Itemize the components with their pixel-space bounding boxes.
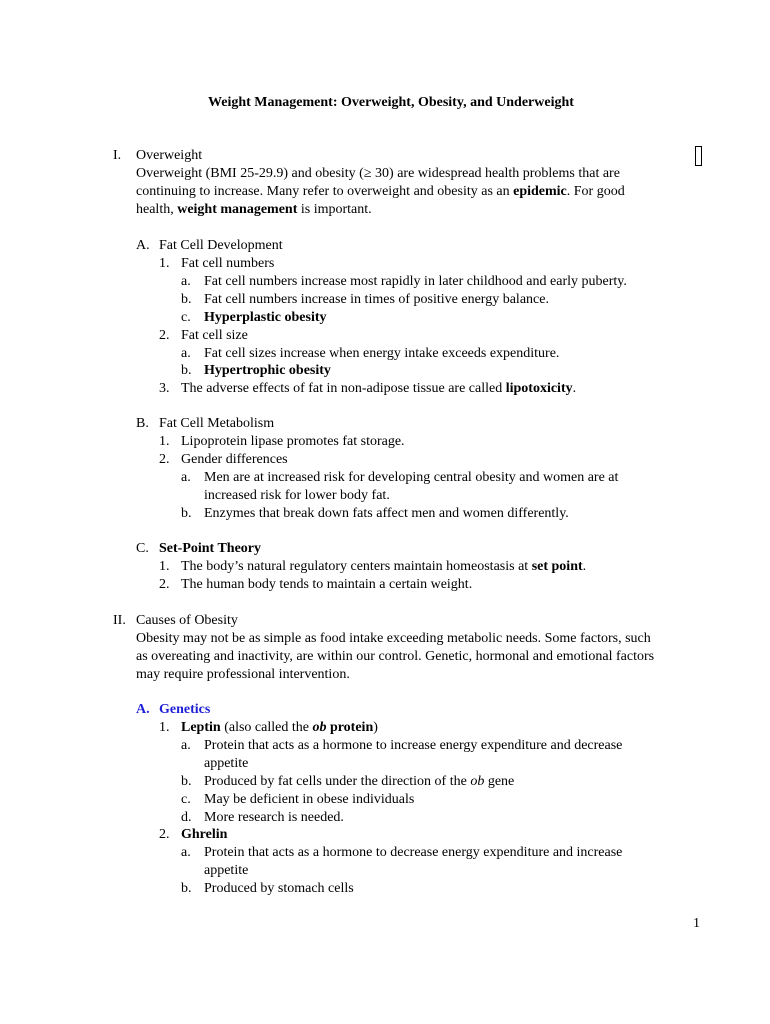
subsection-2a-number[interactable]: A. — [136, 702, 150, 717]
term-hyperplastic-obesity: Hyperplastic obesity — [204, 310, 327, 325]
list-subitem-text: May be deficient in obese individuals — [204, 792, 415, 807]
subsection-1c-number: C. — [136, 541, 149, 556]
list-subitem-text: Protein that acts as a hormone to increase energy expenditure and decrease — [204, 738, 623, 753]
list-item-text: The human body tends to maintain a certain weight. — [181, 577, 473, 592]
term-ob: ob — [312, 720, 327, 735]
list-subitem-text: Fat cell sizes increase when energy intake exceeds expenditure. — [204, 346, 560, 361]
list-item-number: 2. — [159, 328, 170, 343]
section-2-para-line1: Obesity may not be as simple as food intake exceeding metabolic needs. Some factors, such — [136, 631, 651, 646]
comment-marker-icon — [695, 146, 702, 166]
term-ob-gene: ob — [470, 774, 485, 789]
page-number: 1 — [693, 916, 700, 931]
section-2-para-line2: as overeating and inactivity, are within our control. Genetic, hormonal and emotional factors — [136, 649, 655, 664]
list-subitem-letter: b. — [181, 774, 192, 789]
term-hypertrophic-obesity: Hypertrophic obesity — [204, 363, 331, 378]
list-subitem-text: Produced by fat cells under the direction of the ob gene — [204, 774, 515, 789]
term-ghrelin: Ghrelin — [181, 827, 228, 842]
subsection-1c-heading: Set-Point Theory — [159, 541, 262, 556]
section-2-number: II. — [113, 613, 126, 628]
list-subitem-letter: b. — [181, 881, 192, 896]
list-item-number: 2. — [159, 577, 170, 592]
list-item-number: 1. — [159, 559, 170, 574]
list-subitem-text: Men are at increased risk for developing central obesity and women are at — [204, 470, 619, 485]
subsection-1b-number: B. — [136, 416, 149, 431]
list-item-text: The body’s natural regulatory centers maintain homeostasis at set point. — [181, 559, 587, 574]
list-subitem-text: More research is needed. — [204, 810, 344, 825]
list-item-number: 1. — [159, 256, 170, 271]
list-item-text: The adverse effects of fat in non-adipose tissue are called lipotoxicity. — [181, 381, 577, 396]
subsection-1a-heading: Fat Cell Development — [159, 238, 283, 253]
list-item-number: 2. — [159, 452, 170, 467]
list-item-text: Leptin (also called the ob protein) — [181, 720, 378, 735]
list-item-number: 3. — [159, 381, 170, 396]
list-subitem-text: Fat cell numbers increase most rapidly in later childhood and early puberty. — [204, 274, 627, 289]
list-subitem-text-cont: increased risk for lower body fat. — [204, 488, 390, 503]
list-item-number: 1. — [159, 434, 170, 449]
term-epidemic: epidemic — [513, 184, 567, 199]
list-subitem-letter: b. — [181, 292, 192, 307]
list-item-text: Gender differences — [181, 452, 288, 467]
subsection-1a-number: A. — [136, 238, 150, 253]
list-item-number: 1. — [159, 720, 170, 735]
list-item-text: Fat cell numbers — [181, 256, 275, 271]
list-subitem-letter: a. — [181, 470, 191, 485]
term-lipotoxicity: lipotoxicity — [505, 381, 573, 396]
genetics-link[interactable]: Genetics — [159, 702, 211, 717]
section-1-para-line1: Overweight (BMI 25-29.9) and obesity (≥ 30) are widespread health problems that are — [136, 166, 620, 181]
list-subitem-text: Enzymes that break down fats affect men and women differently. — [204, 506, 569, 521]
list-item-text: Fat cell size — [181, 328, 248, 343]
list-subitem-letter: b. — [181, 363, 192, 378]
list-subitem-text: Fat cell numbers increase in times of positive energy balance. — [204, 292, 549, 307]
term-weight-management: weight management — [177, 202, 298, 217]
subsection-1b-heading: Fat Cell Metabolism — [159, 416, 275, 431]
list-subitem-letter: c. — [181, 310, 191, 325]
list-subitem-text-cont: appetite — [204, 863, 249, 878]
list-item-number: 2. — [159, 827, 170, 842]
term-leptin: Leptin — [181, 720, 221, 735]
section-1-para-line2: continuing to increase. Many refer to overweight and obesity as an epidemic. For good — [136, 184, 625, 199]
section-1-number: I. — [113, 148, 122, 163]
section-2-para-line3: may require professional intervention. — [136, 667, 350, 682]
term-set-point: set point — [531, 559, 583, 574]
section-2-heading: Causes of Obesity — [136, 613, 238, 628]
document-title: Weight Management: Overweight, Obesity, and Underweight — [208, 95, 574, 110]
list-subitem-letter: d. — [181, 810, 192, 825]
list-subitem-text: Protein that acts as a hormone to decrease energy expenditure and increase — [204, 845, 623, 860]
list-subitem-text: Produced by stomach cells — [204, 881, 354, 896]
list-subitem-letter: a. — [181, 274, 191, 289]
list-subitem-letter: a. — [181, 346, 191, 361]
list-subitem-letter: a. — [181, 845, 191, 860]
list-item-text: Lipoprotein lipase promotes fat storage. — [181, 434, 405, 449]
section-1-para-line3: health, weight management is important. — [136, 202, 372, 217]
list-subitem-letter: a. — [181, 738, 191, 753]
list-subitem-text-cont: appetite — [204, 756, 249, 771]
list-subitem-letter: b. — [181, 506, 192, 521]
list-subitem-letter: c. — [181, 792, 191, 807]
section-1-heading: Overweight — [136, 148, 203, 163]
